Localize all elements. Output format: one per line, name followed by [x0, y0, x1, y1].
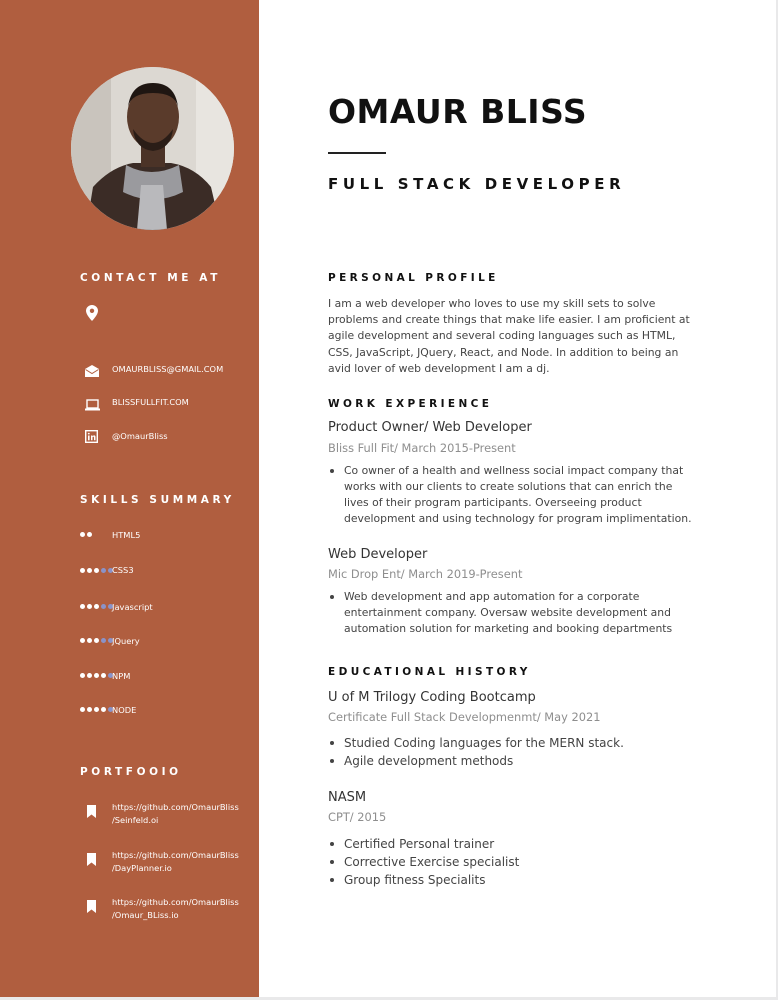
skill-dot: [94, 707, 99, 712]
skill-dot: [94, 638, 99, 643]
skill-dot: [87, 673, 92, 678]
skill-dot: [94, 604, 99, 609]
contact-website[interactable]: BLISSFULLFIT.COM: [112, 397, 189, 407]
skill-dot: [87, 638, 92, 643]
skill-label-jquery: JQuery: [112, 636, 140, 646]
job-meta: Mic Drop Ent/ March 2019-Present: [328, 567, 523, 581]
skill-level-jquery: [80, 638, 113, 644]
education-title: NASM: [328, 790, 367, 805]
skill-dot: [87, 707, 92, 712]
location-icon: [86, 305, 100, 319]
job-bullets: [328, 589, 700, 637]
list-item: Co owner of a health and wellness social impact company that works with our clients to create solutions that can enrich the lives of their program participants. Overseeing product development and using technology for program implimentation.: [328, 463, 700, 527]
education-title: U of M Trilogy Coding Bootcamp: [328, 690, 536, 705]
job-title: Product Owner/ Web Developer: [328, 420, 532, 435]
portfolio-link-dayplanner[interactable]: [112, 849, 239, 875]
job-title: Web Developer: [328, 547, 428, 562]
skill-label-css3: CSS3: [112, 565, 134, 575]
education-meta: CPT/ 2015: [328, 810, 387, 824]
contact-heading: CONTACT ME AT: [80, 272, 221, 284]
portfolio-link-line1: https://github.com/OmaurBliss: [112, 897, 239, 907]
profile-heading: PERSONAL PROFILE: [328, 272, 499, 284]
skill-label-npm: NPM: [112, 671, 131, 681]
skill-dot: [101, 604, 106, 609]
contact-linkedin[interactable]: @OmaurBliss: [112, 431, 168, 441]
skill-label-javascript: Javascript: [112, 602, 153, 612]
linkedin-icon: [85, 428, 99, 442]
education-bullets: [328, 835, 700, 889]
list-item: Corrective Exercise specialist: [328, 853, 700, 871]
skill-dot: [80, 568, 85, 573]
portfolio-link-line2: /Seinfeld.oi: [112, 815, 159, 825]
skill-dot: [80, 673, 85, 678]
skill-dot: [94, 568, 99, 573]
contact-email[interactable]: OMAURBLISS@GMAIL.COM: [112, 364, 224, 374]
portfolio-link-line1: https://github.com/OmaurBliss: [112, 850, 239, 860]
skill-dot: [87, 604, 92, 609]
email-icon: [85, 362, 99, 376]
bookmark-icon: [87, 803, 101, 817]
profile-photo-illustration: [71, 67, 234, 230]
skill-dot: [87, 568, 92, 573]
education-bullets: [328, 734, 700, 770]
education-meta: Certificate Full Stack Developmenmt/ May 2021: [328, 710, 601, 724]
skill-level-node: [80, 707, 113, 713]
portfolio-link-seinfeld[interactable]: [112, 801, 239, 827]
portfolio-link-omaur-bliss[interactable]: [112, 896, 239, 922]
list-item: Web development and app automation for a corporate entertainment company. Oversaw website development and automation solution for marketing and booking departments: [328, 589, 700, 637]
list-item: Agile development methods: [328, 752, 700, 770]
person-title: FULL STACK DEVELOPER: [328, 175, 626, 193]
name-divider: [328, 152, 386, 154]
list-item: Group fitness Specialits: [328, 871, 700, 889]
skill-dot: [101, 568, 106, 573]
skill-dot: [80, 532, 85, 537]
skill-dot: [101, 673, 106, 678]
skill-dot: [94, 673, 99, 678]
skill-label-node: NODE: [112, 705, 137, 715]
profile-text: I am a web developer who loves to use my skill sets to solve problems and create things that make life easier. I am proficient at agile development and several coding languages such as HTML, CSS, JavaScript, JQuery, React, and Node. In addition to being an avid lover of web development I am a dj.: [328, 297, 690, 375]
skill-dot: [87, 532, 92, 537]
profile-photo: [71, 67, 234, 230]
skill-dot: [80, 638, 85, 643]
skill-dot: [101, 638, 106, 643]
work-heading: WORK EXPERIENCE: [328, 398, 493, 410]
job-bullets: [328, 463, 700, 527]
sidebar: [0, 0, 259, 997]
portfolio-link-line2: /DayPlanner.io: [112, 863, 172, 873]
skill-label-html5: HTML5: [112, 530, 141, 540]
skill-level-javascript: [80, 604, 113, 610]
skill-level-css3: [80, 568, 113, 574]
skill-level-html5: [80, 532, 92, 538]
education-heading: EDUCATIONAL HISTORY: [328, 666, 531, 678]
laptop-icon: [85, 396, 99, 410]
skills-heading: SKILLS SUMMARY: [80, 494, 235, 506]
skill-level-npm: [80, 673, 113, 679]
skill-dot: [101, 707, 106, 712]
person-name: OMAUR BLISS: [328, 92, 588, 131]
portfolio-heading: PORTFOOIO: [80, 766, 182, 778]
bookmark-icon: [87, 851, 101, 865]
list-item: Certified Personal trainer: [328, 835, 700, 853]
bookmark-icon: [87, 898, 101, 912]
portfolio-link-line1: https://github.com/OmaurBliss: [112, 802, 239, 812]
list-item: Studied Coding languages for the MERN stack.: [328, 734, 700, 752]
skill-dot: [80, 707, 85, 712]
skill-dot: [80, 604, 85, 609]
job-meta: Bliss Full Fit/ March 2015-Present: [328, 441, 516, 455]
portfolio-link-line2: /Omaur_BLiss.io: [112, 910, 179, 920]
